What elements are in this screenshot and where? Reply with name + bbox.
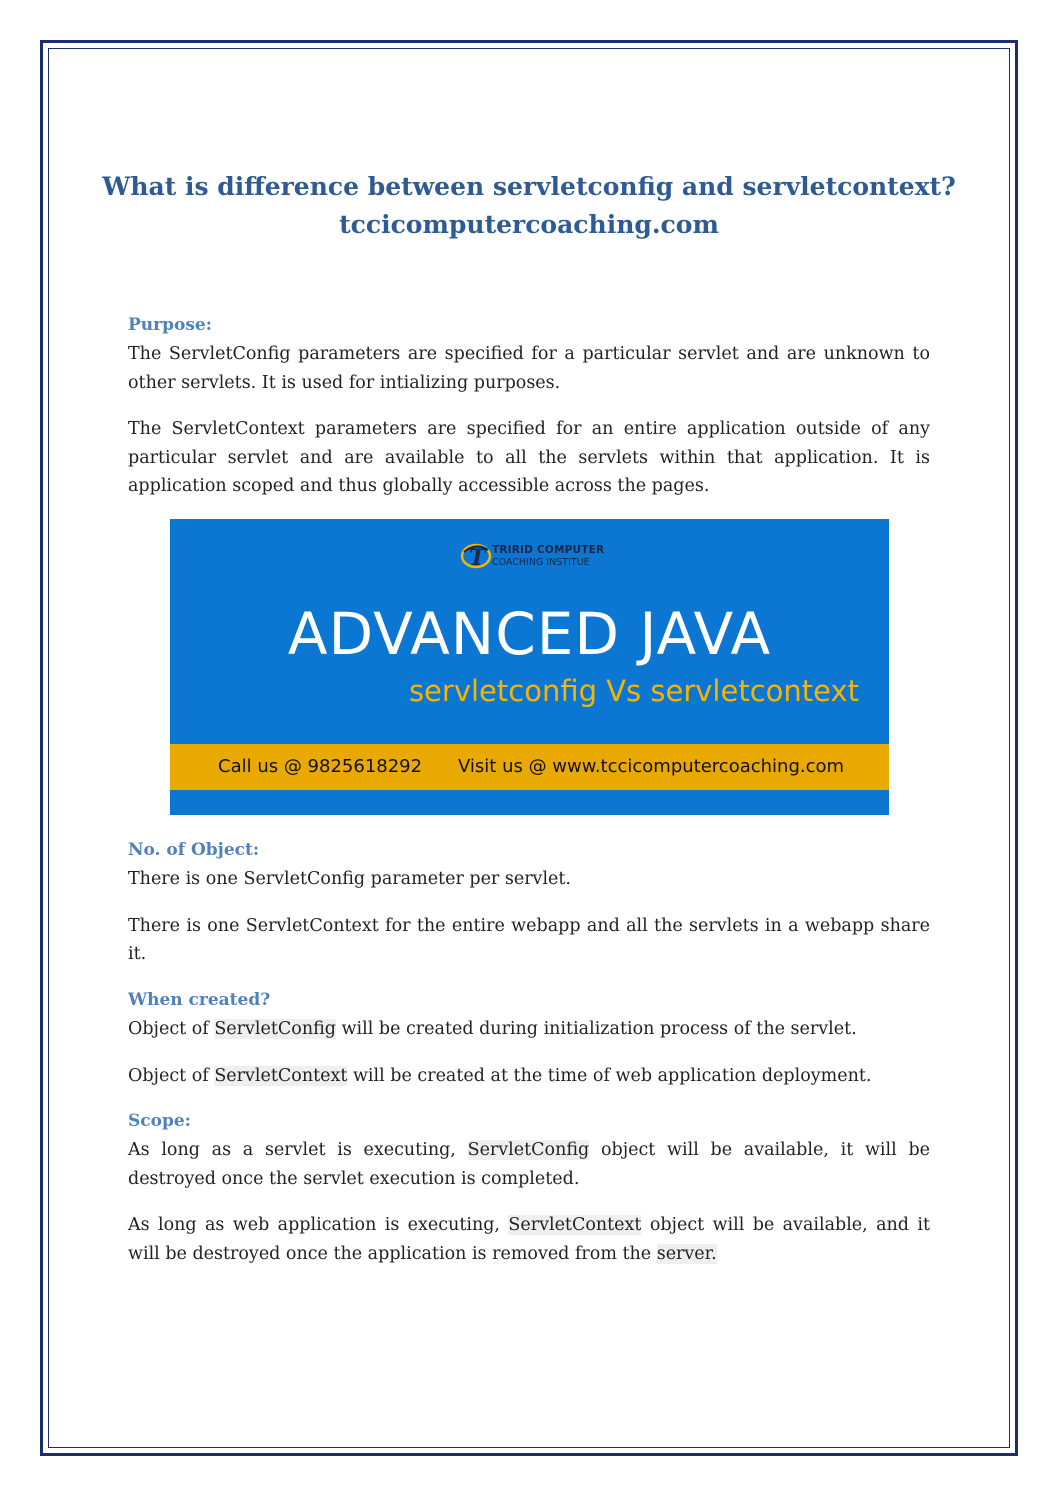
created-paragraph-2: Object of ServletContext will be created at the time of web application deployment. — [128, 1065, 872, 1086]
objects-section — [128, 836, 930, 969]
servletcontext-term: ServletContext — [214, 1065, 348, 1086]
document-title — [100, 168, 958, 244]
banner-headline: ADVANCED JAVA — [287, 600, 772, 668]
objects-paragraph-1: There is one ServletConfig parameter per servlet. — [128, 869, 571, 889]
purpose-heading: Purpose: — [128, 315, 212, 335]
advanced-java-banner — [170, 519, 889, 815]
tririd-logo — [458, 538, 658, 574]
purpose-paragraph-2: The ServletContext parameters are specified for an entire application outside of any particular servlet and are available to all the servlets within that application. It is application scoped and thus globally accessible across the pages. — [128, 419, 930, 496]
scope-section — [128, 1107, 930, 1268]
created-section — [128, 986, 930, 1090]
svg-text:T: T — [469, 545, 486, 571]
logo-name: TRIRID COMPUTER — [492, 544, 605, 556]
title-line-2: tccicomputercoaching.com — [339, 210, 719, 239]
logo-tagline: COACHING INSTITUE — [492, 557, 590, 568]
purpose-paragraph-1: The ServletConfig parameters are specified for a particular servlet and are unknown to other servlets. It is used for intializing purposes. — [128, 344, 930, 393]
server-term: server. — [656, 1243, 717, 1264]
phone-text: Call us @ 9825618292 — [218, 756, 423, 777]
purpose-section — [128, 311, 930, 501]
title-line-1: What is difference between servletconfig and servletcontext? — [102, 172, 956, 201]
tririd-logo-icon — [458, 538, 494, 574]
created-heading: When created? — [128, 990, 271, 1010]
servletconfig-term: ServletConfig — [214, 1019, 336, 1039]
objects-paragraph-2: There is one ServletContext for the entire webapp and all the servlets in a webapp share it. — [128, 915, 930, 964]
objects-heading: No. of Object: — [128, 840, 260, 860]
contact-bar — [170, 744, 889, 790]
servletcontext-term: ServletContext — [508, 1215, 642, 1235]
scope-paragraph-1: As long as a servlet is executing, ServletConfig object will be available, it will be destroyed once the servlet execution is completed. — [128, 1140, 930, 1189]
scope-heading: Scope: — [128, 1111, 191, 1131]
banner-subheadline: servletconfig Vs servletcontext — [408, 674, 859, 708]
website-text: Visit us @ www.tccicomputercoaching.com — [458, 756, 845, 777]
created-paragraph-1: Object of ServletConfig will be created during initialization process of the servlet. — [128, 1019, 857, 1039]
servletconfig-term: ServletConfig — [467, 1140, 590, 1160]
scope-paragraph-2: As long as web application is executing, ServletContext object will be available, and it will be destroyed once the application is removed from the server. — [128, 1215, 930, 1264]
